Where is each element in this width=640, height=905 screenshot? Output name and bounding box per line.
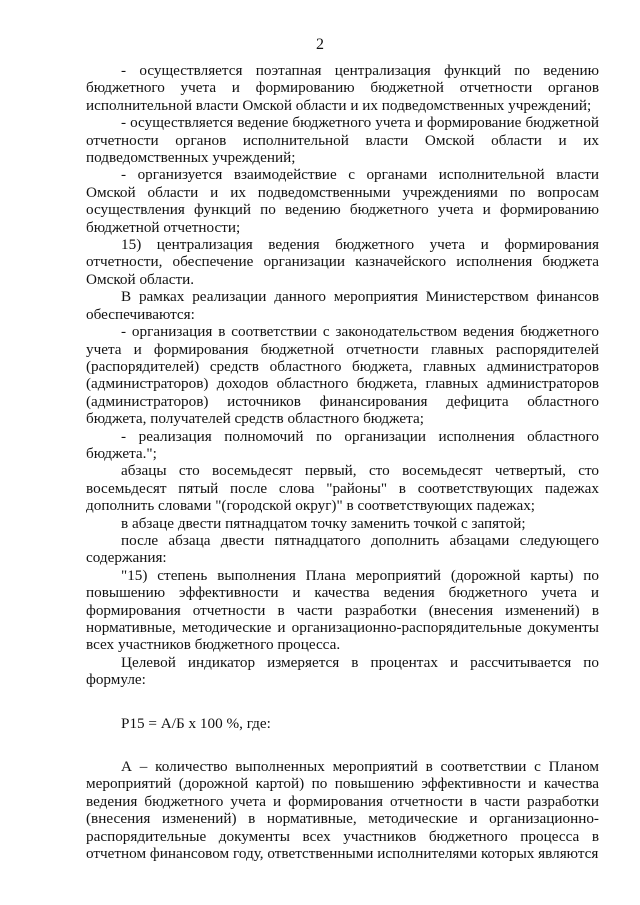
paragraph-10: после абзаца двести пятнадцатого дополнить абзацами следующего содержания: [86, 531, 599, 567]
paragraph-1: - осуществляется поэтапная централизация функций по ведению бюджетного учета и формированию бюджетной отчетности органов исполнительной власти Омской области и их подведомственных учреждений; [86, 62, 599, 114]
definition-paragraph: А – количество выполненных мероприятий в соответствии с Планом мероприятий (дорожной картой) по повышению эффективности и качества ведения бюджетного учета и формирования отчетности в части разработки (внесения изменений) в нормативные, методические и организационно-распорядительные документы всех участников бюджетного процесса в отчетном финансовом году, ответственными исполнителями которых являются [86, 758, 599, 863]
formula: Р15 = А/Б х 100 %, где: [121, 714, 271, 732]
paragraph-9: в абзаце двести пятнадцатом точку заменить точкой с запятой; [121, 514, 526, 532]
paragraph-11: "15) степень выполнения Плана мероприятий (дорожной карты) по повышению эффективности и качества ведения бюджетного учета и формирования отчетности в части разработки (внесения изменений) в нормативные, методические и организационно-распорядительные документы всех участников бюджетного процесса. [86, 566, 599, 654]
page-number: 2 [316, 36, 324, 53]
paragraph-8: абзацы сто восемьдесят первый, сто восемьдесят четвертый, сто восемьдесят пятый после слова "районы" в соответствующих падежах дополнить словами "(городской округ)" в соответствующих падежах; [86, 462, 599, 515]
document-body [86, 62, 599, 862]
paragraph-3: - организуется взаимодействие с органами исполнительной власти Омской области и их подведомственными учреждениями по вопросам осуществления функций по ведению бюджетного учета и формированию бюджетной отчетности; [86, 166, 599, 236]
paragraph-5: В рамках реализации данного мероприятия Министерством финансов обеспечиваются: [86, 288, 599, 323]
paragraph-7: - реализация полномочий по организации исполнения областного бюджета."; [86, 427, 599, 462]
paragraph-12: Целевой индикатор измеряется в процентах и рассчитывается по формуле: [86, 653, 599, 689]
paragraph-6: - организация в соответствии с законодательством ведения бюджетного учета и формирования бюджетной отчетности главных распорядителей (распорядителей) средств областного бюджета, главных администраторов (администраторов) доходов областного бюджета, главных администраторов (администраторов) источников финансирования дефицита областного бюджета, получателей средств областного бюджета; [86, 323, 599, 428]
paragraph-2: - осуществляется ведение бюджетного учета и формирование бюджетной отчетности органов исполнительной власти Омской области и их подведомственных учреждений; [86, 114, 599, 167]
paragraph-4: 15) централизация ведения бюджетного учета и формирования отчетности, обеспечение организации казначейского исполнения бюджета Омской области. [86, 236, 599, 288]
